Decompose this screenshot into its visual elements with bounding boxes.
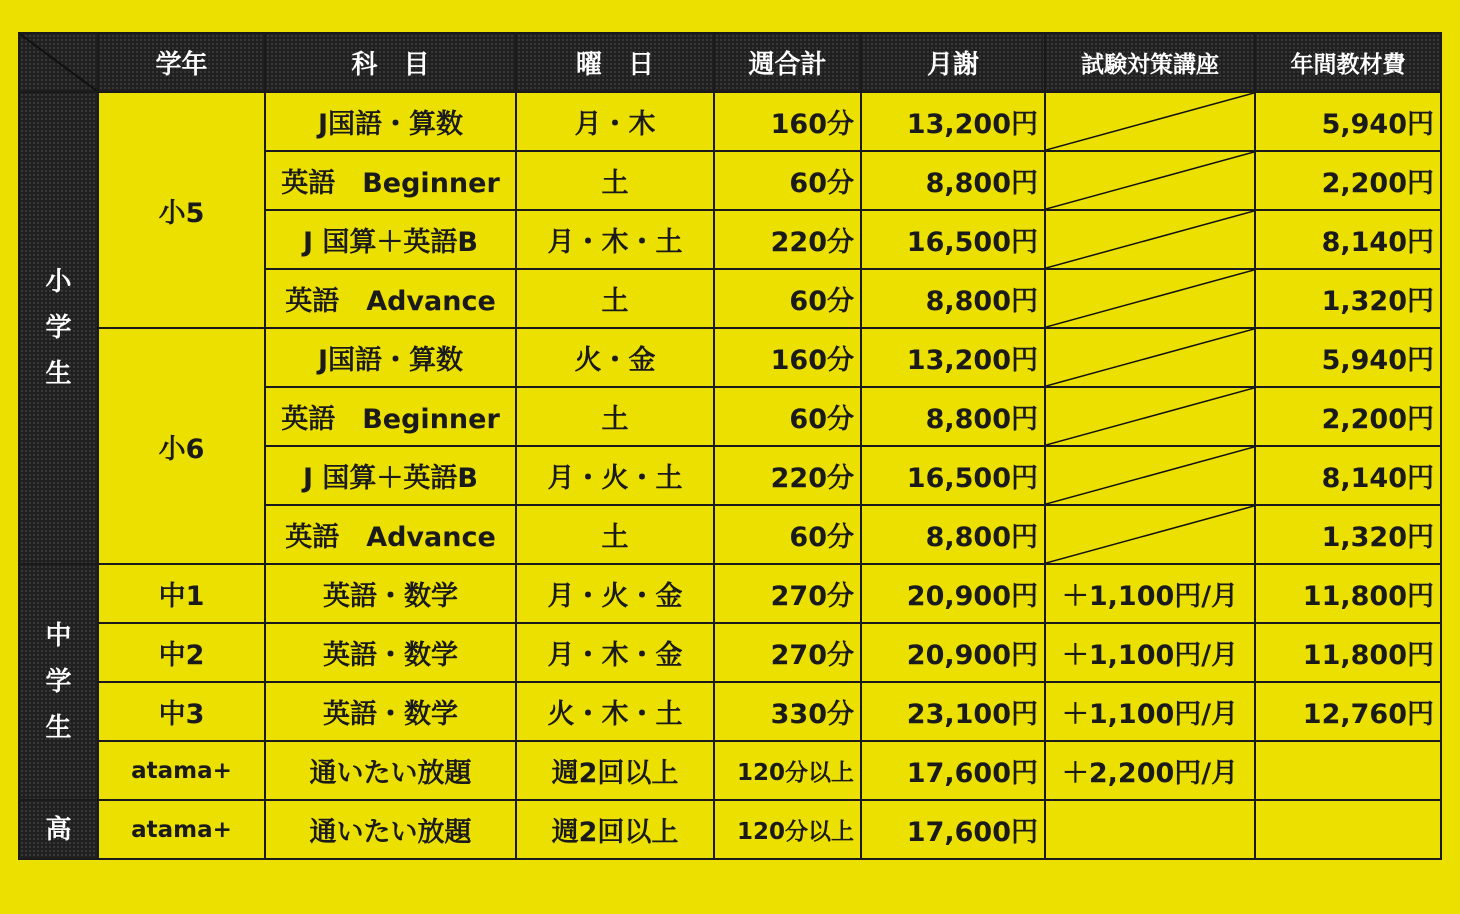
exam-cell-empty [1045, 505, 1255, 564]
fee-cell: 8,800円 [861, 151, 1045, 210]
subject-cell: J国語・算数 [265, 92, 516, 151]
weekly-cell: 220分 [714, 446, 861, 505]
weekly-cell: 160分 [714, 92, 861, 151]
days-cell: 火・木・土 [516, 682, 714, 741]
exam-cell: ＋2,200円/月 [1045, 741, 1255, 800]
table-row [19, 328, 1441, 387]
header-row [19, 33, 1441, 92]
subject-cell: 英語・数学 [265, 623, 516, 682]
group-label: 中 学 生 [45, 621, 72, 743]
subject-cell: 英語 Advance [265, 269, 516, 328]
weekly-cell: 60分 [714, 151, 861, 210]
weekly-cell: 330分 [714, 682, 861, 741]
weekly-cell: 60分 [714, 387, 861, 446]
materials-cell [1255, 741, 1441, 800]
subject-cell: 英語 Beginner [265, 151, 516, 210]
weekly-cell: 60分 [714, 505, 861, 564]
subject-cell: 通いたい放題 [265, 800, 516, 859]
grade-cell: 小5 [98, 92, 265, 328]
materials-cell: 2,200円 [1255, 151, 1441, 210]
group-label: 小 学 生 [45, 267, 72, 389]
days-cell: 週2回以上 [516, 800, 714, 859]
fee-cell: 13,200円 [861, 92, 1045, 151]
grade-cell: atama+ [98, 800, 265, 859]
subject-cell: J 国算＋英語B [265, 210, 516, 269]
subject-cell: 英語 Beginner [265, 387, 516, 446]
days-cell: 月・木・土 [516, 210, 714, 269]
group-high [19, 800, 98, 859]
exam-cell-empty [1045, 92, 1255, 151]
grade-cell: 中1 [98, 564, 265, 623]
exam-cell-empty [1045, 328, 1255, 387]
group-label: 高 [45, 814, 72, 845]
materials-cell: 8,140円 [1255, 446, 1441, 505]
fee-cell: 17,600円 [861, 741, 1045, 800]
days-cell: 土 [516, 151, 714, 210]
days-cell: 月・火・金 [516, 564, 714, 623]
weekly-cell: 160分 [714, 328, 861, 387]
header-grade: 学年 [98, 33, 265, 92]
table-row [19, 800, 1441, 859]
subject-cell: 英語 Advance [265, 505, 516, 564]
corner-cell [19, 33, 98, 92]
fee-cell: 8,800円 [861, 387, 1045, 446]
exam-cell: ＋1,100円/月 [1045, 682, 1255, 741]
fee-cell: 23,100円 [861, 682, 1045, 741]
weekly-cell: 60分 [714, 269, 861, 328]
table-row [19, 682, 1441, 741]
exam-cell [1045, 800, 1255, 859]
materials-cell: 12,760円 [1255, 682, 1441, 741]
table-row [19, 92, 1441, 151]
fee-cell: 20,900円 [861, 564, 1045, 623]
subject-cell: 英語・数学 [265, 564, 516, 623]
group-elementary [19, 92, 98, 564]
header-days: 曜 日 [516, 33, 714, 92]
materials-cell: 11,800円 [1255, 564, 1441, 623]
materials-cell: 8,140円 [1255, 210, 1441, 269]
header-fee: 月謝 [861, 33, 1045, 92]
fee-cell: 20,900円 [861, 623, 1045, 682]
fee-cell: 13,200円 [861, 328, 1045, 387]
header-exam: 試験対策講座 [1045, 33, 1255, 92]
materials-cell: 1,320円 [1255, 269, 1441, 328]
subject-cell: 通いたい放題 [265, 741, 516, 800]
days-cell: 土 [516, 387, 714, 446]
table-row [19, 741, 1441, 800]
materials-cell: 5,940円 [1255, 92, 1441, 151]
exam-cell-empty [1045, 446, 1255, 505]
fee-cell: 17,600円 [861, 800, 1045, 859]
materials-cell: 11,800円 [1255, 623, 1441, 682]
days-cell: 土 [516, 505, 714, 564]
weekly-cell: 270分 [714, 564, 861, 623]
days-cell: 月・木 [516, 92, 714, 151]
materials-cell [1255, 800, 1441, 859]
exam-cell: ＋1,100円/月 [1045, 623, 1255, 682]
header-materials: 年間教材費 [1255, 33, 1441, 92]
exam-cell: ＋1,100円/月 [1045, 564, 1255, 623]
exam-cell-empty [1045, 387, 1255, 446]
days-cell: 月・木・金 [516, 623, 714, 682]
grade-cell: atama+ [98, 741, 265, 800]
header-weekly: 週合計 [714, 33, 861, 92]
days-cell: 土 [516, 269, 714, 328]
weekly-cell: 270分 [714, 623, 861, 682]
table-row [19, 564, 1441, 623]
fee-cell: 16,500円 [861, 210, 1045, 269]
header-subject: 科 目 [265, 33, 516, 92]
weekly-cell: 120分以上 [714, 741, 861, 800]
fee-cell: 8,800円 [861, 505, 1045, 564]
subject-cell: 英語・数学 [265, 682, 516, 741]
days-cell: 月・火・土 [516, 446, 714, 505]
subject-cell: J国語・算数 [265, 328, 516, 387]
weekly-cell: 220分 [714, 210, 861, 269]
grade-cell: 中3 [98, 682, 265, 741]
exam-cell-empty [1045, 210, 1255, 269]
exam-cell-empty [1045, 151, 1255, 210]
group-junior [19, 564, 98, 800]
days-cell: 週2回以上 [516, 741, 714, 800]
materials-cell: 1,320円 [1255, 505, 1441, 564]
weekly-cell: 120分以上 [714, 800, 861, 859]
exam-cell-empty [1045, 269, 1255, 328]
table-row [19, 623, 1441, 682]
fee-cell: 8,800円 [861, 269, 1045, 328]
materials-cell: 5,940円 [1255, 328, 1441, 387]
grade-cell: 小6 [98, 328, 265, 564]
corner-diagonal [20, 34, 97, 91]
fee-cell: 16,500円 [861, 446, 1045, 505]
days-cell: 火・金 [516, 328, 714, 387]
materials-cell: 2,200円 [1255, 387, 1441, 446]
fee-table [18, 32, 1442, 860]
subject-cell: J 国算＋英語B [265, 446, 516, 505]
grade-cell: 中2 [98, 623, 265, 682]
